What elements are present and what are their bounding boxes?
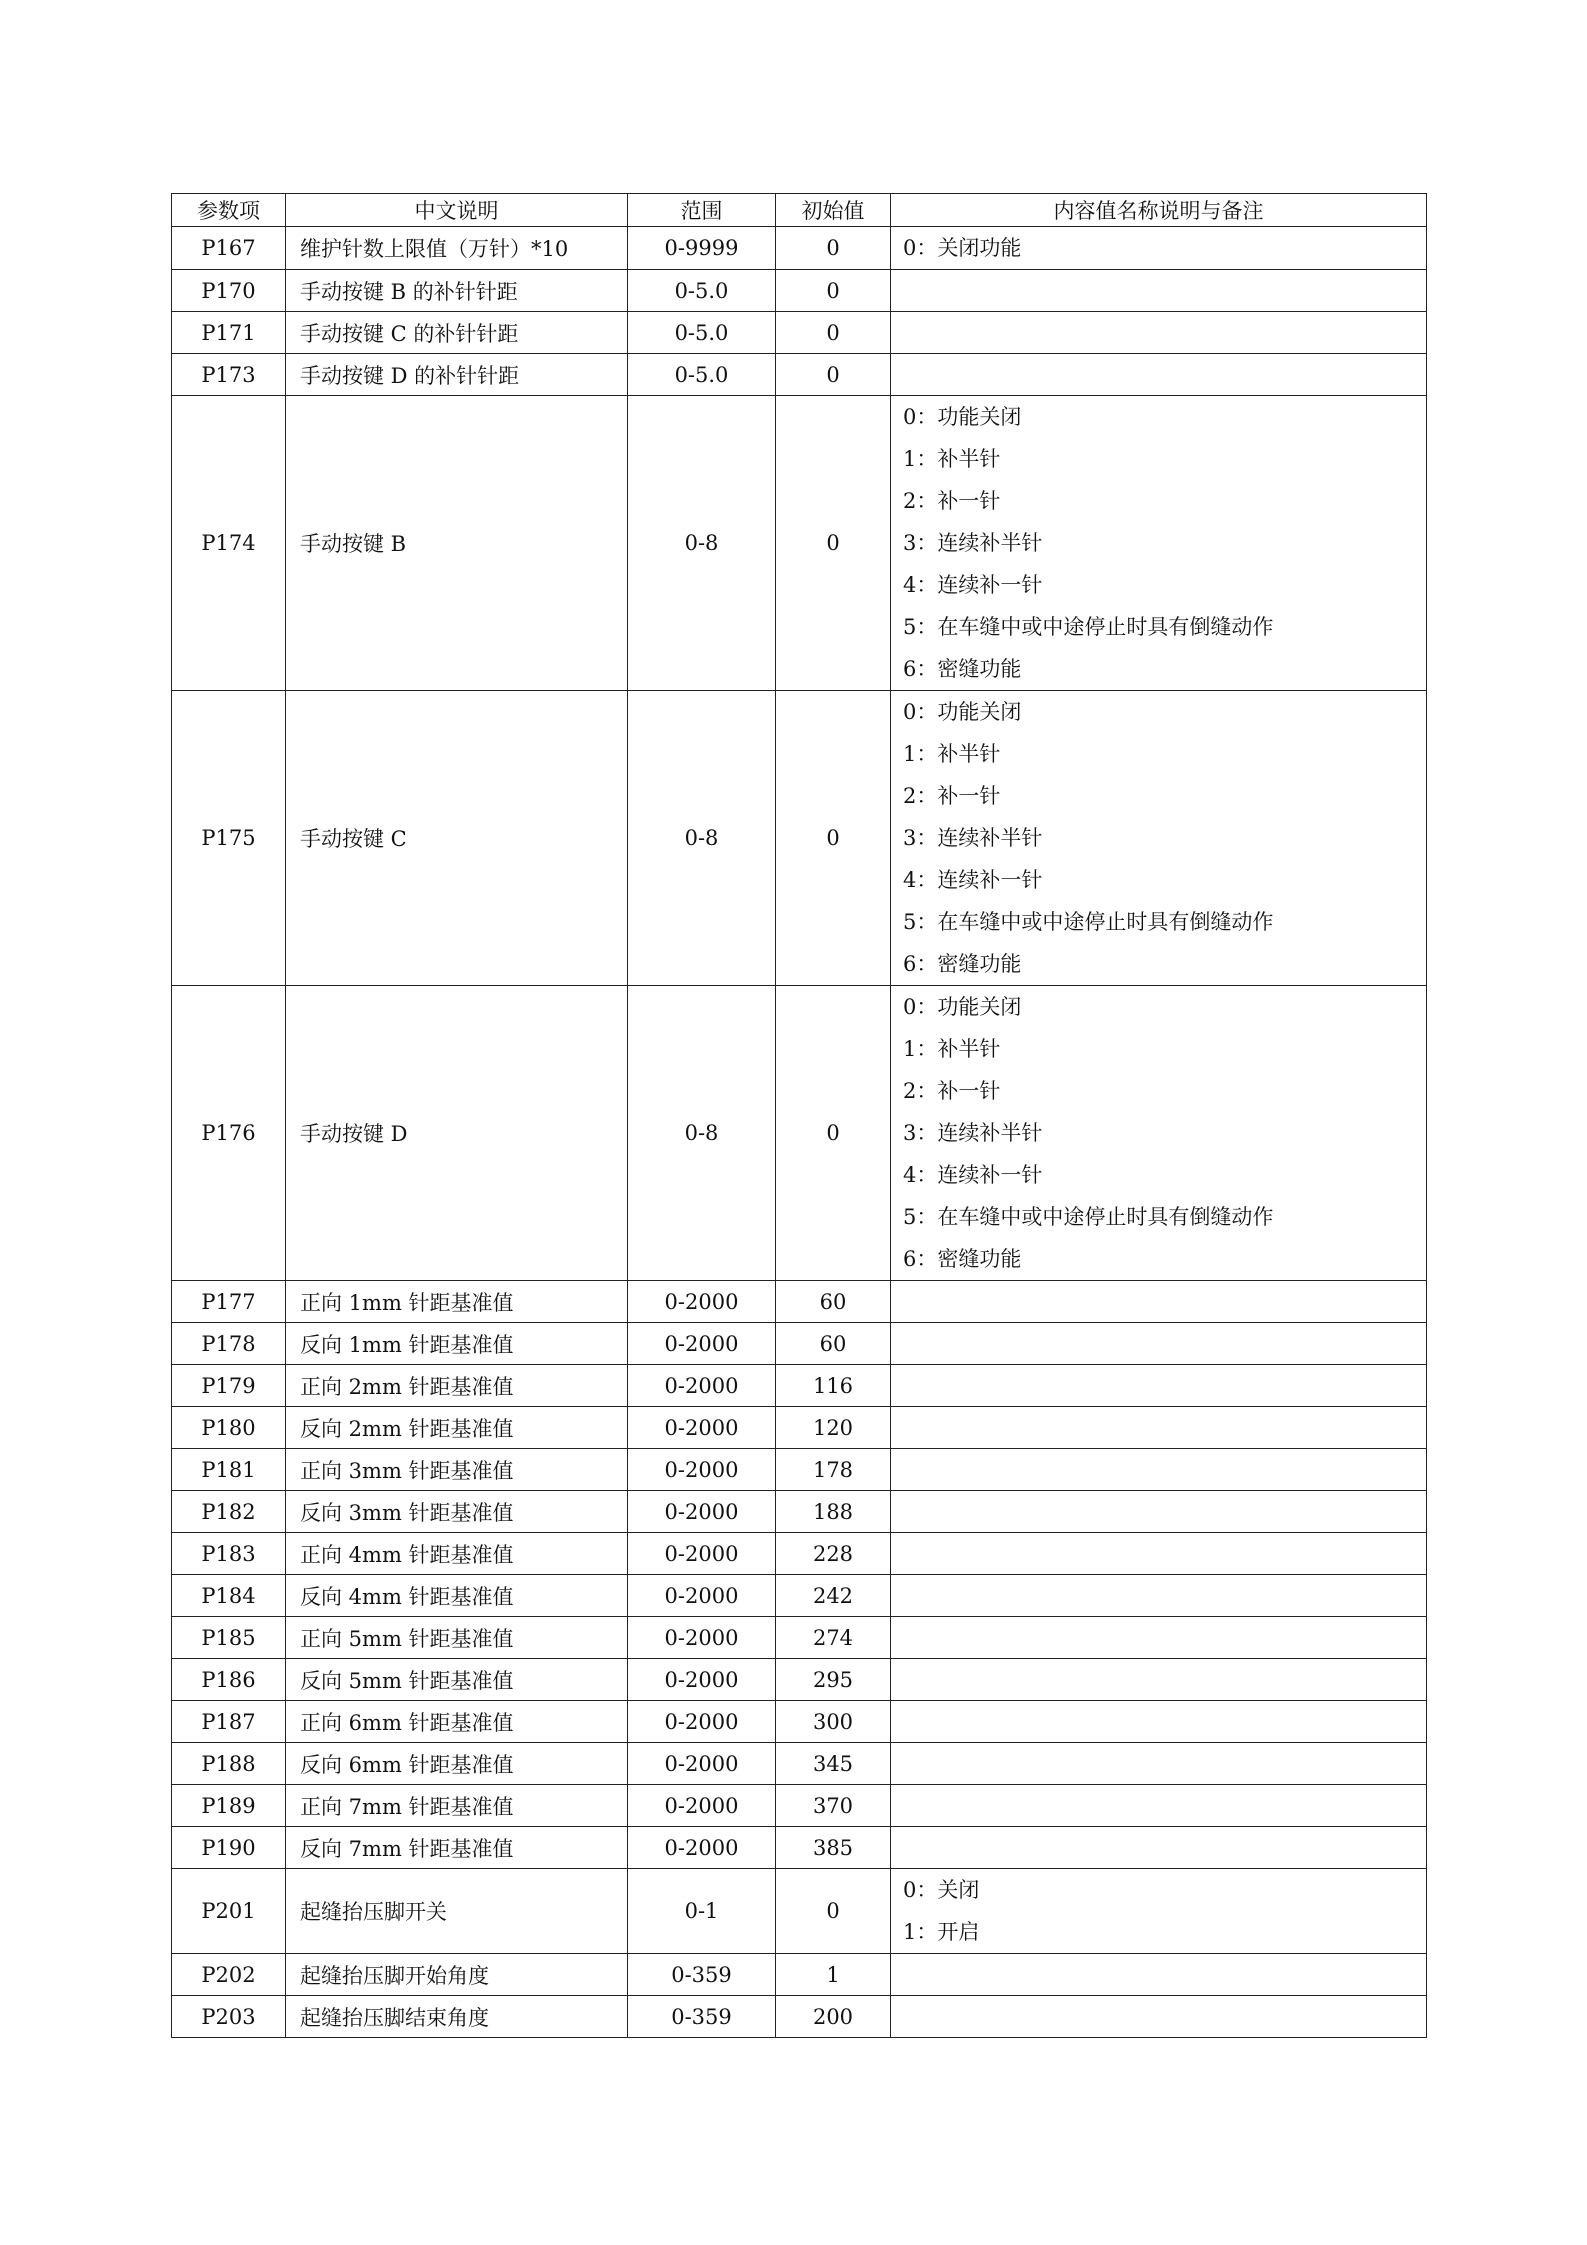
notes-cell xyxy=(891,1785,1427,1827)
initial-value-cell: 0 xyxy=(776,1869,891,1954)
range-cell: 0-2000 xyxy=(628,1785,776,1827)
initial-value-cell: 0 xyxy=(776,354,891,396)
range-cell: 0-2000 xyxy=(628,1575,776,1617)
table-row xyxy=(172,1996,1427,2038)
table-row xyxy=(172,1323,1427,1365)
table-body xyxy=(172,227,1427,2038)
table-row xyxy=(172,270,1427,312)
range-cell: 0-2000 xyxy=(628,1365,776,1407)
description-cell: 正向 3mm 针距基准值 xyxy=(286,1449,628,1491)
description-cell: 正向 4mm 针距基准值 xyxy=(286,1533,628,1575)
note-line: 5：在车缝中或中途停止时具有倒缝动作 xyxy=(903,1205,1274,1229)
param-cell: P186 xyxy=(172,1659,286,1701)
initial-value-cell: 0 xyxy=(776,396,891,691)
range-cell: 0-2000 xyxy=(628,1701,776,1743)
header-initial-value: 初始值 xyxy=(776,194,891,227)
param-cell: P189 xyxy=(172,1785,286,1827)
notes-cell xyxy=(891,1575,1427,1617)
initial-value-cell: 370 xyxy=(776,1785,891,1827)
range-cell: 0-2000 xyxy=(628,1323,776,1365)
header-notes: 内容值名称说明与备注 xyxy=(891,194,1427,227)
description-cell: 正向 7mm 针距基准值 xyxy=(286,1785,628,1827)
table-row xyxy=(172,1743,1427,1785)
range-cell: 0-2000 xyxy=(628,1281,776,1323)
initial-value-cell: 188 xyxy=(776,1491,891,1533)
param-cell: P187 xyxy=(172,1701,286,1743)
note-line: 0：功能关闭 xyxy=(903,405,1022,429)
note-line: 1：补半针 xyxy=(903,742,1001,766)
param-cell: P184 xyxy=(172,1575,286,1617)
range-cell: 0-2000 xyxy=(628,1617,776,1659)
param-cell: P178 xyxy=(172,1323,286,1365)
note-line: 3：连续补半针 xyxy=(903,1121,1043,1145)
table-row xyxy=(172,691,1427,986)
description-cell: 手动按键 D xyxy=(286,986,628,1281)
param-cell: P182 xyxy=(172,1491,286,1533)
description-cell: 起缝抬压脚开始角度 xyxy=(286,1954,628,1996)
note-line: 4：连续补一针 xyxy=(903,1163,1043,1187)
notes-cell xyxy=(891,396,1427,691)
param-cell: P180 xyxy=(172,1407,286,1449)
range-cell: 0-5.0 xyxy=(628,354,776,396)
param-cell: P175 xyxy=(172,691,286,986)
note-line: 0：功能关闭 xyxy=(903,700,1022,724)
notes-cell xyxy=(891,1954,1427,1996)
param-cell: P179 xyxy=(172,1365,286,1407)
notes-cell xyxy=(891,1323,1427,1365)
param-cell: P177 xyxy=(172,1281,286,1323)
param-cell: P202 xyxy=(172,1954,286,1996)
range-cell: 0-2000 xyxy=(628,1659,776,1701)
table-row xyxy=(172,1491,1427,1533)
note-line: 3：连续补半针 xyxy=(903,826,1043,850)
description-cell: 手动按键 C 的补针针距 xyxy=(286,312,628,354)
description-cell: 反向 4mm 针距基准值 xyxy=(286,1575,628,1617)
table-row xyxy=(172,396,1427,691)
note-line: 0：关闭功能 xyxy=(903,236,1022,260)
notes-cell xyxy=(891,312,1427,354)
notes-cell xyxy=(891,986,1427,1281)
initial-value-cell: 0 xyxy=(776,691,891,986)
table-row xyxy=(172,1659,1427,1701)
description-cell: 正向 1mm 针距基准值 xyxy=(286,1281,628,1323)
table-row xyxy=(172,354,1427,396)
note-line: 2：补一针 xyxy=(903,1079,1001,1103)
param-cell: P188 xyxy=(172,1743,286,1785)
notes-cell xyxy=(891,1996,1427,2038)
note-line: 1：补半针 xyxy=(903,447,1001,471)
range-cell: 0-5.0 xyxy=(628,270,776,312)
initial-value-cell: 200 xyxy=(776,1996,891,2038)
param-cell: P173 xyxy=(172,354,286,396)
notes-cell xyxy=(891,270,1427,312)
initial-value-cell: 60 xyxy=(776,1323,891,1365)
description-cell: 反向 5mm 针距基准值 xyxy=(286,1659,628,1701)
initial-value-cell: 242 xyxy=(776,1575,891,1617)
range-cell: 0-2000 xyxy=(628,1449,776,1491)
description-cell: 正向 6mm 针距基准值 xyxy=(286,1701,628,1743)
initial-value-cell: 274 xyxy=(776,1617,891,1659)
description-cell: 反向 6mm 针距基准值 xyxy=(286,1743,628,1785)
parameter-table xyxy=(171,193,1427,2038)
header-param: 参数项 xyxy=(172,194,286,227)
table-header-row xyxy=(172,194,1427,227)
range-cell: 0-8 xyxy=(628,986,776,1281)
initial-value-cell: 228 xyxy=(776,1533,891,1575)
table-row xyxy=(172,1281,1427,1323)
param-cell: P167 xyxy=(172,227,286,270)
notes-cell xyxy=(891,354,1427,396)
range-cell: 0-2000 xyxy=(628,1407,776,1449)
table-row xyxy=(172,1869,1427,1954)
param-cell: P190 xyxy=(172,1827,286,1869)
param-cell: P185 xyxy=(172,1617,286,1659)
notes-cell xyxy=(891,1869,1427,1954)
note-line: 0：功能关闭 xyxy=(903,995,1022,1019)
notes-cell xyxy=(891,1827,1427,1869)
note-line: 6：密缝功能 xyxy=(903,657,1022,681)
note-line: 6：密缝功能 xyxy=(903,952,1022,976)
note-line: 3：连续补半针 xyxy=(903,531,1043,555)
initial-value-cell: 116 xyxy=(776,1365,891,1407)
initial-value-cell: 0 xyxy=(776,270,891,312)
initial-value-cell: 60 xyxy=(776,1281,891,1323)
range-cell: 0-359 xyxy=(628,1996,776,2038)
table-row xyxy=(172,1827,1427,1869)
range-cell: 0-1 xyxy=(628,1869,776,1954)
table-row xyxy=(172,1575,1427,1617)
description-cell: 正向 2mm 针距基准值 xyxy=(286,1365,628,1407)
range-cell: 0-5.0 xyxy=(628,312,776,354)
initial-value-cell: 0 xyxy=(776,986,891,1281)
range-cell: 0-2000 xyxy=(628,1743,776,1785)
table-row xyxy=(172,1449,1427,1491)
range-cell: 0-9999 xyxy=(628,227,776,270)
notes-cell xyxy=(891,1743,1427,1785)
initial-value-cell: 0 xyxy=(776,227,891,270)
description-cell: 反向 2mm 针距基准值 xyxy=(286,1407,628,1449)
param-cell: P183 xyxy=(172,1533,286,1575)
notes-cell xyxy=(891,1449,1427,1491)
description-cell: 手动按键 B xyxy=(286,396,628,691)
table-row xyxy=(172,1407,1427,1449)
initial-value-cell: 178 xyxy=(776,1449,891,1491)
table-row xyxy=(172,312,1427,354)
description-cell: 手动按键 D 的补针针距 xyxy=(286,354,628,396)
notes-cell xyxy=(891,227,1427,270)
header-range: 范围 xyxy=(628,194,776,227)
initial-value-cell: 0 xyxy=(776,312,891,354)
range-cell: 0-2000 xyxy=(628,1491,776,1533)
note-line: 1：开启 xyxy=(903,1920,980,1944)
description-cell: 反向 3mm 针距基准值 xyxy=(286,1491,628,1533)
notes-cell xyxy=(891,1533,1427,1575)
description-cell: 起缝抬压脚结束角度 xyxy=(286,1996,628,2038)
range-cell: 0-359 xyxy=(628,1954,776,1996)
table-row xyxy=(172,1365,1427,1407)
note-line: 5：在车缝中或中途停止时具有倒缝动作 xyxy=(903,910,1274,934)
description-cell: 手动按键 B 的补针针距 xyxy=(286,270,628,312)
initial-value-cell: 1 xyxy=(776,1954,891,1996)
note-line: 4：连续补一针 xyxy=(903,868,1043,892)
notes-cell xyxy=(891,1617,1427,1659)
notes-cell xyxy=(891,1659,1427,1701)
notes-cell xyxy=(891,1281,1427,1323)
param-cell: P174 xyxy=(172,396,286,691)
notes-cell xyxy=(891,1701,1427,1743)
table-row xyxy=(172,1954,1427,1996)
param-cell: P170 xyxy=(172,270,286,312)
table-row xyxy=(172,227,1427,270)
table-row xyxy=(172,986,1427,1281)
initial-value-cell: 385 xyxy=(776,1827,891,1869)
initial-value-cell: 345 xyxy=(776,1743,891,1785)
note-line: 4：连续补一针 xyxy=(903,573,1043,597)
note-line: 2：补一针 xyxy=(903,784,1001,808)
note-line: 5：在车缝中或中途停止时具有倒缝动作 xyxy=(903,615,1274,639)
description-cell: 正向 5mm 针距基准值 xyxy=(286,1617,628,1659)
initial-value-cell: 120 xyxy=(776,1407,891,1449)
notes-cell xyxy=(891,1491,1427,1533)
notes-cell xyxy=(891,691,1427,986)
notes-cell xyxy=(891,1365,1427,1407)
param-cell: P201 xyxy=(172,1869,286,1954)
initial-value-cell: 295 xyxy=(776,1659,891,1701)
table-row xyxy=(172,1617,1427,1659)
note-line: 0：关闭 xyxy=(903,1878,980,1902)
description-cell: 起缝抬压脚开关 xyxy=(286,1869,628,1954)
range-cell: 0-8 xyxy=(628,396,776,691)
description-cell: 反向 7mm 针距基准值 xyxy=(286,1827,628,1869)
notes-cell xyxy=(891,1407,1427,1449)
description-cell: 维护针数上限值（万针）*10 xyxy=(286,227,628,270)
range-cell: 0-2000 xyxy=(628,1533,776,1575)
param-cell: P176 xyxy=(172,986,286,1281)
note-line: 1：补半针 xyxy=(903,1037,1001,1061)
param-cell: P203 xyxy=(172,1996,286,2038)
note-line: 6：密缝功能 xyxy=(903,1247,1022,1271)
table-row xyxy=(172,1701,1427,1743)
range-cell: 0-8 xyxy=(628,691,776,986)
param-cell: P171 xyxy=(172,312,286,354)
range-cell: 0-2000 xyxy=(628,1827,776,1869)
initial-value-cell: 300 xyxy=(776,1701,891,1743)
param-cell: P181 xyxy=(172,1449,286,1491)
header-description: 中文说明 xyxy=(286,194,628,227)
table-row xyxy=(172,1785,1427,1827)
table-row xyxy=(172,1533,1427,1575)
description-cell: 反向 1mm 针距基准值 xyxy=(286,1323,628,1365)
description-cell: 手动按键 C xyxy=(286,691,628,986)
note-line: 2：补一针 xyxy=(903,489,1001,513)
